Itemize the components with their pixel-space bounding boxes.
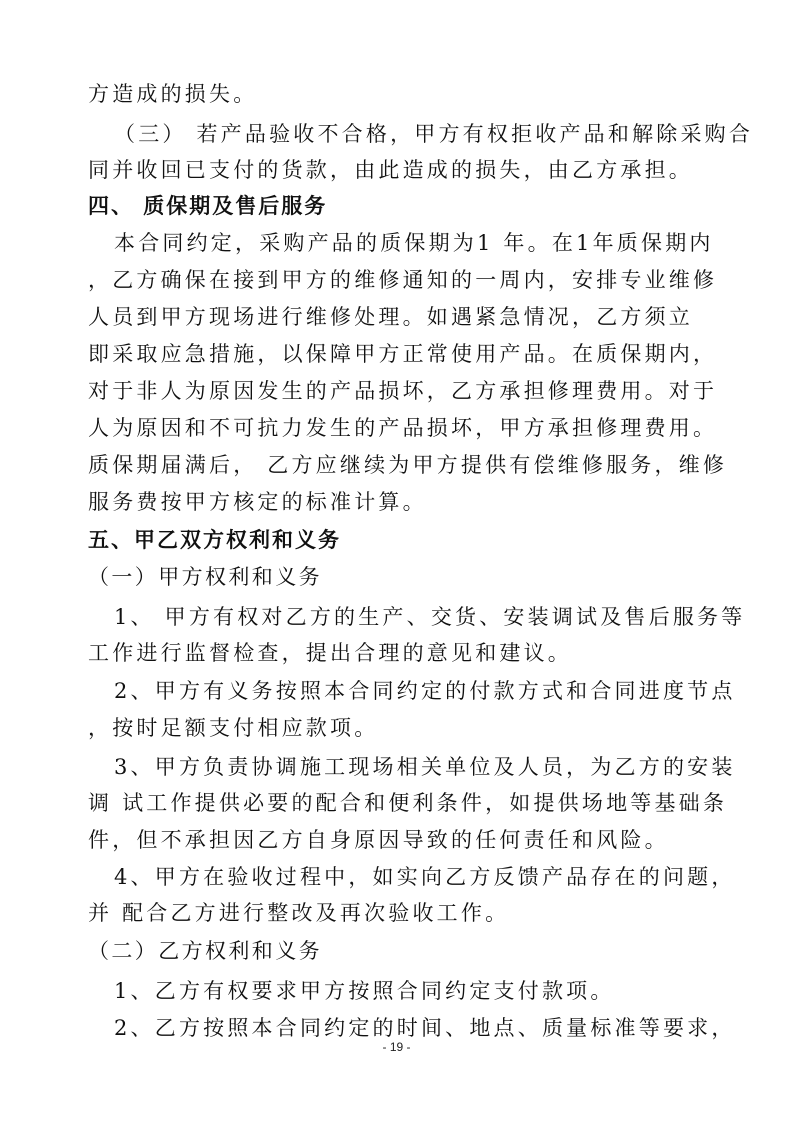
text-line: 4、甲方在验收过程中，如实向乙方反馈产品存在的问题， — [114, 865, 736, 889]
text-line: 同并收回已支付的货款，由此造成的损失，由乙方承担。 — [88, 158, 693, 182]
text-line: ，按时足额支付相应款项。 — [88, 716, 379, 740]
text-line: 人员到甲方现场进行维修处理。如遇紧急情况，乙方须立 — [88, 305, 693, 329]
text-line: 2、乙方按照本合同约定的时间、地点、质量标准等要求， — [114, 1016, 736, 1040]
text-line: 人为原因和不可抗力发生的产品损坏，甲方承担修理费用。 — [88, 416, 718, 440]
text-line: 服务费按甲方核定的标准计算。 — [88, 490, 427, 514]
text-line: 本合同约定，采购产品的质保期为1 年。在1年质保期内 — [114, 231, 714, 255]
text-line: 方造成的损失。 — [88, 82, 258, 106]
text-line: 2、甲方有义务按照本合同约定的付款方式和合同进度节点 — [114, 679, 736, 703]
text-line: 质保期届满后， 乙方应继续为甲方提供有偿维修服务，维修 — [88, 453, 728, 477]
text-line: 调 试工作提供必要的配合和便利条件，如提供场地等基础条 — [88, 791, 728, 815]
text-line: （三） 若产品验收不合格，甲方有权拒收产品和解除采购合 — [114, 122, 754, 146]
text-line: 即采取应急措施，以保障甲方正常使用产品。在质保期内， — [88, 342, 718, 366]
subsection-heading: （二）乙方权利和义务 — [88, 939, 322, 963]
text-line: ，乙方确保在接到甲方的维修通知的一周内，安排专业维修 — [88, 268, 718, 292]
text-line: 1、 甲方有权对乙方的生产、交货、安装调试及售后服务等 — [114, 605, 746, 629]
text-line: 并 配合乙方进行整改及再次验收工作。 — [88, 901, 510, 925]
subsection-heading: （一）甲方权利和义务 — [88, 565, 322, 589]
text-line: 1、乙方有权要求甲方按照合同约定支付款项。 — [114, 979, 615, 1003]
text-line: 工作进行监督检查，提出合理的意见和建议。 — [88, 641, 572, 665]
section-heading: 五、甲乙双方权利和义务 — [88, 528, 341, 552]
text-line: 3、甲方负责协调施工现场相关单位及人员，为乙方的安装 — [114, 755, 736, 779]
page-number: - 19 - — [382, 1040, 411, 1054]
text-line: 对于非人为原因发生的产品损坏，乙方承担修理费用。对于 — [88, 379, 718, 403]
text-line: 件，但不承担因乙方自身原因导致的任何责任和风险。 — [88, 828, 669, 852]
section-heading: 四、 质保期及售后服务 — [88, 194, 328, 218]
